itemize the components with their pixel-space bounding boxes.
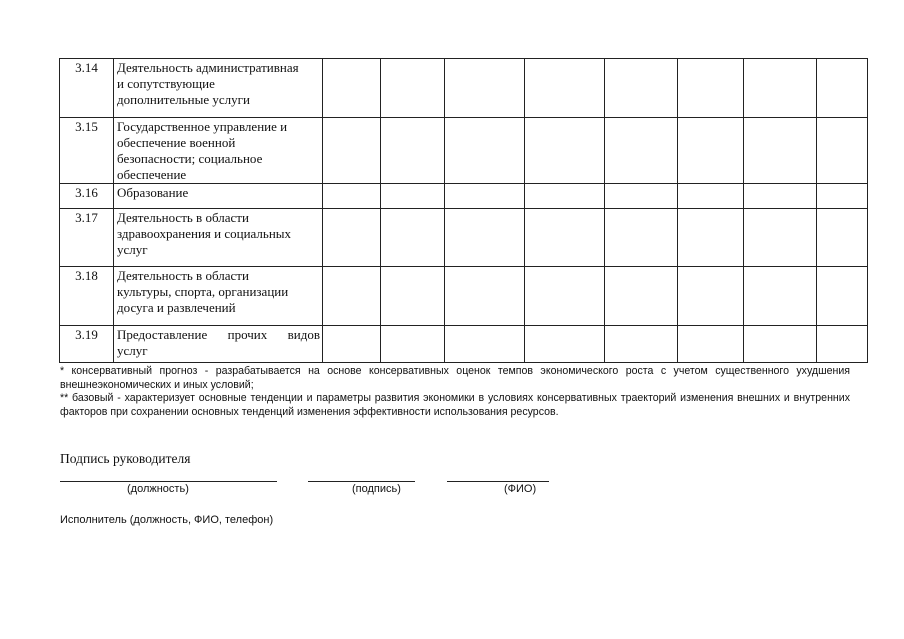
value-cell[interactable] xyxy=(605,209,678,267)
forecast-table-section xyxy=(59,58,868,363)
value-cell[interactable] xyxy=(525,118,605,184)
value-cell[interactable] xyxy=(525,267,605,326)
footnote-conservative: * консервативный прогноз - разрабатывается на основе консервативных оценок темпов экономического роста с учетом существенного ухудшения внешнеэкономических и иных условий; xyxy=(60,365,850,391)
activity-name-line: досуга и развлечений xyxy=(117,300,236,315)
row-activity-name xyxy=(114,118,323,184)
row-number: 3.19 xyxy=(60,326,114,363)
value-cell[interactable] xyxy=(381,59,445,118)
signature-label: (подпись) xyxy=(352,483,401,495)
table-row xyxy=(60,118,868,184)
value-cell[interactable] xyxy=(323,59,381,118)
value-cell[interactable] xyxy=(445,184,525,209)
row-number: 3.15 xyxy=(60,118,114,184)
value-cell[interactable] xyxy=(744,267,817,326)
activity-name-line: Образование xyxy=(117,185,189,200)
value-cell[interactable] xyxy=(744,59,817,118)
value-cell[interactable] xyxy=(525,59,605,118)
activity-name-line: Деятельность в области xyxy=(117,210,249,225)
value-cell[interactable] xyxy=(605,118,678,184)
value-cell[interactable] xyxy=(445,267,525,326)
value-cell[interactable] xyxy=(323,209,381,267)
value-cell[interactable] xyxy=(445,209,525,267)
value-cell[interactable] xyxy=(381,267,445,326)
executor-line: Исполнитель (должность, ФИО, телефон) xyxy=(60,514,274,526)
row-activity-name xyxy=(114,184,323,209)
activity-name-line: услуг xyxy=(117,242,148,257)
value-cell[interactable] xyxy=(817,267,868,326)
value-cell[interactable] xyxy=(744,209,817,267)
value-cell[interactable] xyxy=(678,184,744,209)
value-cell[interactable] xyxy=(817,118,868,184)
value-cell[interactable] xyxy=(605,59,678,118)
value-cell[interactable] xyxy=(381,326,445,363)
row-number: 3.18 xyxy=(60,267,114,326)
value-cell[interactable] xyxy=(525,209,605,267)
value-cell[interactable] xyxy=(678,326,744,363)
activity-name-line: культуры, спорта, организации xyxy=(117,284,289,299)
activity-name-line: обеспечение военной xyxy=(117,135,236,150)
table-row xyxy=(60,209,868,267)
activity-name-line: Деятельность в области xyxy=(117,268,249,283)
activity-name-line: здравоохранения и социальных xyxy=(117,226,292,241)
table-row xyxy=(60,184,868,209)
row-number: 3.14 xyxy=(60,59,114,118)
activity-name-line: дополнительные услуги xyxy=(117,92,250,107)
value-cell[interactable] xyxy=(323,267,381,326)
table-row xyxy=(60,267,868,326)
value-cell[interactable] xyxy=(445,59,525,118)
value-cell[interactable] xyxy=(678,59,744,118)
value-cell[interactable] xyxy=(744,326,817,363)
value-cell[interactable] xyxy=(817,59,868,118)
activity-name-line: и сопутствующие xyxy=(117,76,215,91)
value-cell[interactable] xyxy=(381,184,445,209)
row-number: 3.17 xyxy=(60,209,114,267)
activity-name-line: Деятельность административная xyxy=(117,60,299,75)
row-activity-name xyxy=(114,209,323,267)
value-cell[interactable] xyxy=(817,184,868,209)
name-line xyxy=(447,481,549,482)
value-cell[interactable] xyxy=(323,326,381,363)
value-cell[interactable] xyxy=(323,184,381,209)
activity-name-line: Предоставление прочих видов xyxy=(117,327,320,342)
value-cell[interactable] xyxy=(381,118,445,184)
table-row xyxy=(60,59,868,118)
value-cell[interactable] xyxy=(323,118,381,184)
value-cell[interactable] xyxy=(817,209,868,267)
value-cell[interactable] xyxy=(744,184,817,209)
value-cell[interactable] xyxy=(605,267,678,326)
value-cell[interactable] xyxy=(445,118,525,184)
position-label: (должность) xyxy=(127,483,189,495)
value-cell[interactable] xyxy=(678,267,744,326)
value-cell[interactable] xyxy=(678,209,744,267)
value-cell[interactable] xyxy=(525,326,605,363)
value-cell[interactable] xyxy=(445,326,525,363)
table-row xyxy=(60,326,868,363)
forecast-table xyxy=(59,58,868,363)
value-cell[interactable] xyxy=(605,184,678,209)
row-number: 3.16 xyxy=(60,184,114,209)
value-cell[interactable] xyxy=(525,184,605,209)
signature-title: Подпись руководителя xyxy=(60,451,191,466)
row-activity-name xyxy=(114,59,323,118)
position-line xyxy=(60,481,277,482)
row-activity-name xyxy=(114,267,323,326)
name-label: (ФИО) xyxy=(504,483,537,495)
value-cell[interactable] xyxy=(381,209,445,267)
value-cell[interactable] xyxy=(817,326,868,363)
footnote-base: ** базовый - характеризует основные тенденции и параметры развития экономики в условиях консервативных траекторий изменения внешних и внутренних факторов при сохранении основных тенденций изменения эффективности использования ресурсов. xyxy=(60,392,850,418)
activity-name-line: безопасности; социальное xyxy=(117,151,263,166)
row-activity-name xyxy=(114,326,323,363)
activity-name-line: обеспечение xyxy=(117,167,187,182)
activity-name-line: Государственное управление и xyxy=(117,119,288,134)
value-cell[interactable] xyxy=(605,326,678,363)
value-cell[interactable] xyxy=(678,118,744,184)
value-cell[interactable] xyxy=(744,118,817,184)
activity-name-line: услуг xyxy=(117,343,148,358)
signature-line xyxy=(308,481,415,482)
footnotes xyxy=(60,365,850,419)
